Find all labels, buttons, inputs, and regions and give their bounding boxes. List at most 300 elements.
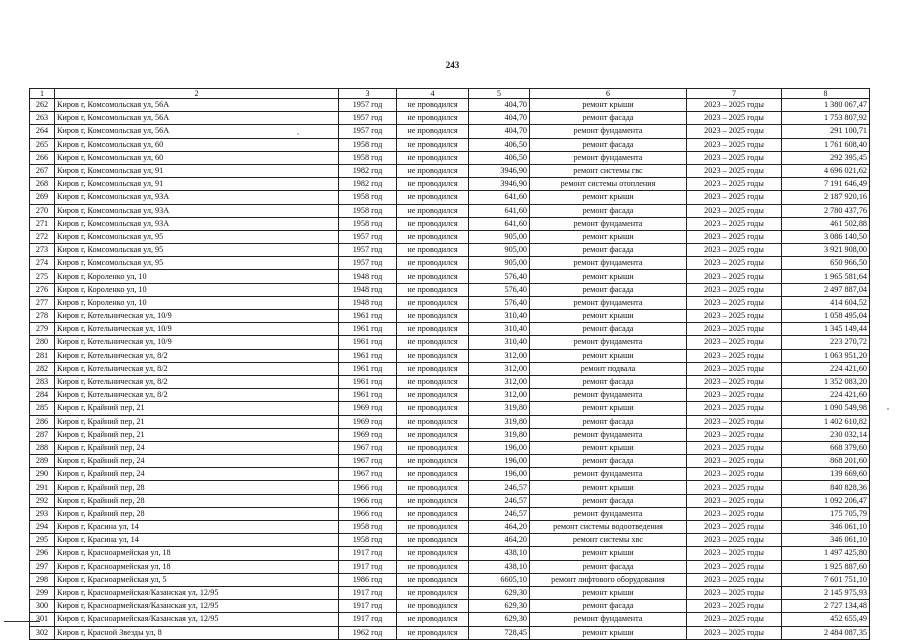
address-cell: Киров г, Комсомольская ул, 93А: [55, 217, 339, 230]
build-year-cell: 1957 год: [339, 99, 397, 112]
work-type-cell: ремонт крыши: [530, 310, 687, 323]
cost-cell: 1 090 549,98: [782, 402, 870, 415]
table-row: [30, 270, 870, 283]
work-type-cell: ремонт фасада: [530, 204, 687, 217]
area-cell: 310,40: [469, 323, 530, 336]
repair-schedule-table: [29, 88, 870, 640]
area-cell: 312,00: [469, 375, 530, 388]
period-cell: 2023 – 2025 годы: [687, 534, 782, 547]
area-cell: 3946,90: [469, 164, 530, 177]
table-body: [30, 99, 870, 640]
period-cell: 2023 – 2025 годы: [687, 217, 782, 230]
period-cell: 2023 – 2025 годы: [687, 521, 782, 534]
last-repair-cell: не проводился: [397, 560, 469, 573]
address-cell: Киров г, Котельническая ул, 8/2: [55, 389, 339, 402]
period-cell: 2023 – 2025 годы: [687, 547, 782, 560]
build-year-cell: 1957 год: [339, 112, 397, 125]
address-cell: Киров г, Комсомольская ул, 95: [55, 257, 339, 270]
cost-cell: 3 921 908,00: [782, 244, 870, 257]
row-number-cell: 271: [30, 217, 55, 230]
table-row: [30, 600, 870, 613]
cost-cell: 414 604,52: [782, 296, 870, 309]
row-number-cell: 264: [30, 125, 55, 138]
cost-cell: 1 058 495,04: [782, 310, 870, 323]
address-cell: Киров г, Красноармейская/Казанская ул, 12/95: [55, 600, 339, 613]
address-cell: Киров г, Короленко ул, 10: [55, 270, 339, 283]
period-cell: 2023 – 2025 годы: [687, 428, 782, 441]
column-number: 1: [30, 89, 55, 99]
period-cell: 2023 – 2025 годы: [687, 389, 782, 402]
area-cell: 6605,10: [469, 573, 530, 586]
period-cell: 2023 – 2025 годы: [687, 415, 782, 428]
build-year-cell: 1917 год: [339, 586, 397, 599]
area-cell: 576,40: [469, 283, 530, 296]
work-type-cell: ремонт фундамента: [530, 468, 687, 481]
column-number: 5: [469, 89, 530, 99]
build-year-cell: 1948 год: [339, 283, 397, 296]
last-repair-cell: не проводился: [397, 336, 469, 349]
work-type-cell: ремонт фасада: [530, 415, 687, 428]
cost-cell: 2 187 920,16: [782, 191, 870, 204]
table-row: [30, 428, 870, 441]
row-number-cell: 262: [30, 99, 55, 112]
cost-cell: 224 421,60: [782, 389, 870, 402]
last-repair-cell: не проводился: [397, 455, 469, 468]
address-cell: Киров г, Комсомольская ул, 56А: [55, 99, 339, 112]
build-year-cell: 1982 год: [339, 178, 397, 191]
row-number-cell: 274: [30, 257, 55, 270]
address-cell: Киров г, Крайний пер, 28: [55, 507, 339, 520]
last-repair-cell: не проводился: [397, 494, 469, 507]
cost-cell: 230 032,14: [782, 428, 870, 441]
period-cell: 2023 – 2025 годы: [687, 164, 782, 177]
area-cell: 196,00: [469, 468, 530, 481]
table-row: [30, 125, 870, 138]
work-type-cell: ремонт фундамента: [530, 336, 687, 349]
table-row: [30, 257, 870, 270]
table-row: [30, 112, 870, 125]
cost-cell: 4 696 021,62: [782, 164, 870, 177]
last-repair-cell: не проводился: [397, 99, 469, 112]
address-cell: Киров г, Комсомольская ул, 56А: [55, 125, 339, 138]
cost-cell: 1 753 807,92: [782, 112, 870, 125]
column-number: 8: [782, 89, 870, 99]
cost-cell: 1 965 581,64: [782, 270, 870, 283]
last-repair-cell: не проводился: [397, 178, 469, 191]
area-cell: 464,20: [469, 534, 530, 547]
period-cell: 2023 – 2025 годы: [687, 323, 782, 336]
area-cell: 312,00: [469, 349, 530, 362]
row-number-cell: 270: [30, 204, 55, 217]
row-number-cell: 269: [30, 191, 55, 204]
work-type-cell: ремонт фасада: [530, 375, 687, 388]
row-number-cell: 278: [30, 310, 55, 323]
cost-cell: 2 780 437,76: [782, 204, 870, 217]
period-cell: 2023 – 2025 годы: [687, 507, 782, 520]
row-number-cell: 287: [30, 428, 55, 441]
build-year-cell: 1957 год: [339, 257, 397, 270]
address-cell: Киров г, Красноармейская/Казанская ул, 12/95: [55, 586, 339, 599]
last-repair-cell: не проводился: [397, 547, 469, 560]
scan-speck: [887, 408, 889, 410]
period-cell: 2023 – 2025 годы: [687, 151, 782, 164]
last-repair-cell: не проводился: [397, 270, 469, 283]
table-row: [30, 481, 870, 494]
column-number: 2: [55, 89, 339, 99]
last-repair-cell: не проводился: [397, 138, 469, 151]
table-row: [30, 534, 870, 547]
build-year-cell: 1969 год: [339, 402, 397, 415]
period-cell: 2023 – 2025 годы: [687, 244, 782, 257]
last-repair-cell: не проводился: [397, 204, 469, 217]
table-row: [30, 441, 870, 454]
table-row: [30, 402, 870, 415]
area-cell: 404,70: [469, 125, 530, 138]
work-type-cell: ремонт фундамента: [530, 125, 687, 138]
cost-cell: 1 761 608,40: [782, 138, 870, 151]
period-cell: 2023 – 2025 годы: [687, 178, 782, 191]
build-year-cell: 1982 год: [339, 164, 397, 177]
area-cell: 312,00: [469, 362, 530, 375]
address-cell: Киров г, Крайний пер, 24: [55, 468, 339, 481]
area-cell: 438,10: [469, 560, 530, 573]
build-year-cell: 1958 год: [339, 191, 397, 204]
table-row: [30, 626, 870, 639]
build-year-cell: 1917 год: [339, 613, 397, 626]
address-cell: Киров г, Комсомольская ул, 95: [55, 230, 339, 243]
work-type-cell: ремонт системы водоотведения: [530, 521, 687, 534]
build-year-cell: 1958 год: [339, 204, 397, 217]
last-repair-cell: не проводился: [397, 441, 469, 454]
last-repair-cell: не проводился: [397, 112, 469, 125]
address-cell: Киров г, Котельническая ул, 8/2: [55, 362, 339, 375]
area-cell: 905,00: [469, 244, 530, 257]
row-number-cell: 279: [30, 323, 55, 336]
last-repair-cell: не проводился: [397, 415, 469, 428]
last-repair-cell: не проводился: [397, 164, 469, 177]
row-number-cell: 268: [30, 178, 55, 191]
build-year-cell: 1967 год: [339, 455, 397, 468]
area-cell: 3946,90: [469, 178, 530, 191]
column-number: 3: [339, 89, 397, 99]
row-number-cell: 291: [30, 481, 55, 494]
build-year-cell: 1917 год: [339, 600, 397, 613]
work-type-cell: ремонт крыши: [530, 191, 687, 204]
build-year-cell: 1958 год: [339, 151, 397, 164]
cost-cell: 292 395,45: [782, 151, 870, 164]
table-row: [30, 230, 870, 243]
row-number-cell: 290: [30, 468, 55, 481]
work-type-cell: ремонт фундамента: [530, 613, 687, 626]
work-type-cell: ремонт крыши: [530, 270, 687, 283]
row-number-cell: 284: [30, 389, 55, 402]
table-row: [30, 494, 870, 507]
row-number-cell: 300: [30, 600, 55, 613]
last-repair-cell: не проводился: [397, 310, 469, 323]
last-repair-cell: не проводился: [397, 600, 469, 613]
area-cell: 438,10: [469, 547, 530, 560]
work-type-cell: ремонт подвала: [530, 362, 687, 375]
build-year-cell: 1966 год: [339, 507, 397, 520]
build-year-cell: 1969 год: [339, 428, 397, 441]
work-type-cell: ремонт фасада: [530, 138, 687, 151]
build-year-cell: 1967 год: [339, 441, 397, 454]
table-row: [30, 296, 870, 309]
address-cell: Киров г, Крайний пер, 21: [55, 402, 339, 415]
work-type-cell: ремонт лифтового оборудования: [530, 573, 687, 586]
work-type-cell: ремонт фасада: [530, 244, 687, 257]
area-cell: 728,45: [469, 626, 530, 639]
last-repair-cell: не проводился: [397, 217, 469, 230]
build-year-cell: 1958 год: [339, 534, 397, 547]
last-repair-cell: не проводился: [397, 362, 469, 375]
address-cell: Киров г, Красноармейская ул, 18: [55, 560, 339, 573]
address-cell: Киров г, Крайний пер, 21: [55, 428, 339, 441]
address-cell: Киров г, Котельническая ул, 10/9: [55, 310, 339, 323]
work-type-cell: ремонт крыши: [530, 402, 687, 415]
last-repair-cell: не проводился: [397, 151, 469, 164]
area-cell: 310,40: [469, 310, 530, 323]
last-repair-cell: не проводился: [397, 481, 469, 494]
build-year-cell: 1961 год: [339, 323, 397, 336]
table-row: [30, 415, 870, 428]
build-year-cell: 1967 год: [339, 468, 397, 481]
build-year-cell: 1958 год: [339, 138, 397, 151]
build-year-cell: 1986 год: [339, 573, 397, 586]
build-year-cell: 1948 год: [339, 296, 397, 309]
work-type-cell: ремонт фундамента: [530, 389, 687, 402]
build-year-cell: 1961 год: [339, 389, 397, 402]
last-repair-cell: не проводился: [397, 296, 469, 309]
last-repair-cell: не проводился: [397, 244, 469, 257]
area-cell: 641,60: [469, 204, 530, 217]
column-number: 4: [397, 89, 469, 99]
table-row: [30, 468, 870, 481]
cost-cell: 1 925 887,60: [782, 560, 870, 573]
table-row: [30, 560, 870, 573]
area-cell: 196,00: [469, 441, 530, 454]
table-row: [30, 217, 870, 230]
area-cell: 905,00: [469, 230, 530, 243]
work-type-cell: ремонт фасада: [530, 600, 687, 613]
last-repair-cell: не проводился: [397, 573, 469, 586]
row-number-cell: 281: [30, 349, 55, 362]
area-cell: 576,40: [469, 296, 530, 309]
cost-cell: 346 061,10: [782, 521, 870, 534]
work-type-cell: ремонт крыши: [530, 547, 687, 560]
row-number-cell: 286: [30, 415, 55, 428]
row-number-cell: 296: [30, 547, 55, 560]
last-repair-cell: не проводился: [397, 428, 469, 441]
address-cell: Киров г, Комсомольская ул, 91: [55, 178, 339, 191]
table-row: [30, 164, 870, 177]
table-row: [30, 507, 870, 520]
table-row: [30, 178, 870, 191]
cost-cell: 868 201,60: [782, 455, 870, 468]
cost-cell: 1 345 149,44: [782, 323, 870, 336]
build-year-cell: 1957 год: [339, 244, 397, 257]
last-repair-cell: не проводился: [397, 375, 469, 388]
cost-cell: 2 727 134,48: [782, 600, 870, 613]
build-year-cell: 1961 год: [339, 336, 397, 349]
work-type-cell: ремонт системы отопления: [530, 178, 687, 191]
cost-cell: 224 421,60: [782, 362, 870, 375]
table-row: [30, 547, 870, 560]
build-year-cell: 1958 год: [339, 217, 397, 230]
table-row: [30, 310, 870, 323]
area-cell: 629,30: [469, 586, 530, 599]
work-type-cell: ремонт системы хвс: [530, 534, 687, 547]
area-cell: 310,40: [469, 336, 530, 349]
cost-cell: 2 145 975,93: [782, 586, 870, 599]
build-year-cell: 1962 год: [339, 626, 397, 639]
last-repair-cell: не проводился: [397, 521, 469, 534]
last-repair-cell: не проводился: [397, 283, 469, 296]
address-cell: Киров г, Комсомольская ул, 60: [55, 138, 339, 151]
period-cell: 2023 – 2025 годы: [687, 99, 782, 112]
row-number-cell: 266: [30, 151, 55, 164]
area-cell: 196,00: [469, 455, 530, 468]
scan-speck: [297, 133, 299, 135]
table-row: [30, 151, 870, 164]
area-cell: 319,80: [469, 415, 530, 428]
page-number: 243: [445, 60, 460, 70]
period-cell: 2023 – 2025 годы: [687, 336, 782, 349]
area-cell: 319,80: [469, 402, 530, 415]
cost-cell: 1 063 951,20: [782, 349, 870, 362]
area-cell: 629,30: [469, 600, 530, 613]
address-cell: Киров г, Комсомольская ул, 60: [55, 151, 339, 164]
cost-cell: 1 380 067,47: [782, 99, 870, 112]
cost-cell: 175 705,79: [782, 507, 870, 520]
work-type-cell: ремонт крыши: [530, 586, 687, 599]
work-type-cell: ремонт крыши: [530, 349, 687, 362]
address-cell: Киров г, Крайний пер, 28: [55, 481, 339, 494]
row-number-cell: 285: [30, 402, 55, 415]
work-type-cell: ремонт фундамента: [530, 151, 687, 164]
cost-cell: 1 352 083,20: [782, 375, 870, 388]
last-repair-cell: не проводился: [397, 349, 469, 362]
build-year-cell: 1961 год: [339, 349, 397, 362]
work-type-cell: ремонт фундамента: [530, 428, 687, 441]
period-cell: 2023 – 2025 годы: [687, 613, 782, 626]
row-number-cell: 263: [30, 112, 55, 125]
cost-cell: 452 655,49: [782, 613, 870, 626]
address-cell: Киров г, Красина ул, 14: [55, 534, 339, 547]
last-repair-cell: не проводился: [397, 613, 469, 626]
build-year-cell: 1957 год: [339, 125, 397, 138]
last-repair-cell: не проводился: [397, 230, 469, 243]
table-row: [30, 573, 870, 586]
cost-cell: 1 092 206,47: [782, 494, 870, 507]
area-cell: 404,70: [469, 112, 530, 125]
cost-cell: 2 484 087,35: [782, 626, 870, 639]
area-cell: 319,80: [469, 428, 530, 441]
build-year-cell: 1966 год: [339, 481, 397, 494]
cost-cell: 1 497 425,80: [782, 547, 870, 560]
work-type-cell: ремонт фасада: [530, 283, 687, 296]
work-type-cell: ремонт крыши: [530, 441, 687, 454]
table-row: [30, 613, 870, 626]
period-cell: 2023 – 2025 годы: [687, 349, 782, 362]
last-repair-cell: не проводился: [397, 323, 469, 336]
row-number-cell: 297: [30, 560, 55, 573]
last-repair-cell: не проводился: [397, 468, 469, 481]
work-type-cell: ремонт системы гвс: [530, 164, 687, 177]
build-year-cell: 1966 год: [339, 494, 397, 507]
cost-cell: 139 669,60: [782, 468, 870, 481]
work-type-cell: ремонт фундамента: [530, 507, 687, 520]
period-cell: 2023 – 2025 годы: [687, 204, 782, 217]
period-cell: 2023 – 2025 годы: [687, 257, 782, 270]
address-cell: Киров г, Крайний пер, 21: [55, 415, 339, 428]
table-row: [30, 323, 870, 336]
address-cell: Киров г, Комсомольская ул, 93А: [55, 204, 339, 217]
build-year-cell: 1961 год: [339, 362, 397, 375]
row-number-cell: 272: [30, 230, 55, 243]
cost-cell: 7 191 646,49: [782, 178, 870, 191]
address-cell: Киров г, Короленко ул, 10: [55, 296, 339, 309]
address-cell: Киров г, Комсомольская ул, 91: [55, 164, 339, 177]
area-cell: 629,30: [469, 613, 530, 626]
row-number-cell: 273: [30, 244, 55, 257]
build-year-cell: 1957 год: [339, 230, 397, 243]
last-repair-cell: не проводился: [397, 402, 469, 415]
area-cell: 246,57: [469, 481, 530, 494]
period-cell: 2023 – 2025 годы: [687, 230, 782, 243]
period-cell: 2023 – 2025 годы: [687, 296, 782, 309]
table-row: [30, 455, 870, 468]
address-cell: Киров г, Крайний пер, 24: [55, 441, 339, 454]
table-row: [30, 349, 870, 362]
row-number-cell: 277: [30, 296, 55, 309]
footer-rule: [4, 621, 40, 622]
last-repair-cell: не проводился: [397, 191, 469, 204]
period-cell: 2023 – 2025 годы: [687, 283, 782, 296]
address-cell: Киров г, Котельническая ул, 8/2: [55, 349, 339, 362]
period-cell: 2023 – 2025 годы: [687, 586, 782, 599]
row-number-cell: 294: [30, 521, 55, 534]
build-year-cell: 1961 год: [339, 310, 397, 323]
address-cell: Киров г, Красноармейская ул, 5: [55, 573, 339, 586]
cost-cell: 461 502,88: [782, 217, 870, 230]
work-type-cell: ремонт крыши: [530, 230, 687, 243]
period-cell: 2023 – 2025 годы: [687, 600, 782, 613]
table-row: [30, 362, 870, 375]
row-number-cell: 292: [30, 494, 55, 507]
work-type-cell: ремонт фундамента: [530, 296, 687, 309]
work-type-cell: ремонт крыши: [530, 99, 687, 112]
address-cell: Киров г, Красноармейская/Казанская ул, 12/95: [55, 613, 339, 626]
area-cell: 576,40: [469, 270, 530, 283]
address-cell: Киров г, Котельническая ул, 8/2: [55, 375, 339, 388]
build-year-cell: 1969 год: [339, 415, 397, 428]
address-cell: Киров г, Короленко ул, 10: [55, 283, 339, 296]
row-number-cell: 276: [30, 283, 55, 296]
area-cell: 246,57: [469, 494, 530, 507]
table-row: [30, 138, 870, 151]
cost-cell: 840 828,36: [782, 481, 870, 494]
work-type-cell: ремонт крыши: [530, 481, 687, 494]
row-number-cell: 275: [30, 270, 55, 283]
area-cell: 404,70: [469, 99, 530, 112]
area-cell: 905,00: [469, 257, 530, 270]
table-row: [30, 375, 870, 388]
build-year-cell: 1961 год: [339, 375, 397, 388]
cost-cell: 1 402 610,82: [782, 415, 870, 428]
cost-cell: 650 966,50: [782, 257, 870, 270]
table-row: [30, 204, 870, 217]
